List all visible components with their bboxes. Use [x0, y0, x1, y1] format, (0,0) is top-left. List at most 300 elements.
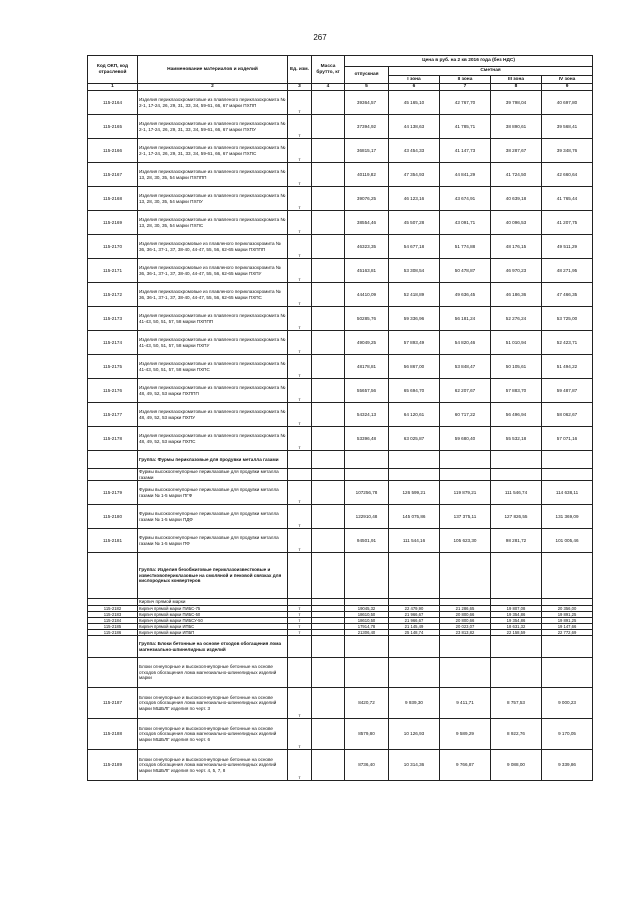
col-num-2: 2 [138, 84, 288, 91]
row-zone3-price: 51 010,94 [491, 331, 542, 355]
row-unit: т [288, 618, 312, 624]
subgroup-title: Кирпич прямой марки [138, 599, 288, 606]
row-code: 115-2170 [88, 235, 138, 259]
row-zone1-price: 64 120,61 [389, 403, 440, 427]
empty-cell [288, 599, 312, 606]
row-release-price: 122910,48 [345, 505, 389, 529]
row-zone4-price: 39 348,76 [542, 139, 593, 163]
row-release-price: 48178,81 [345, 355, 389, 379]
row-name: Блоки огнеупорные и высокоогнеупорные бетонные на основе отходов обогащения лома магнезиально-шпинелидных изделий марки МШБЛГ изделия по черт. 3 [138, 688, 288, 719]
row-zone4-price: 9 339,86 [542, 750, 593, 781]
table-row [88, 115, 593, 139]
row-zone1-price: 22 479,90 [389, 606, 440, 612]
empty-cell [312, 636, 345, 658]
row-mass [312, 91, 345, 115]
subgroup-title: Блоки огнеупорные и высокоогнеупорные бетонные на основе отходов обогащения лома магнезиально-шпинелидных изделий марки [138, 658, 288, 688]
row-code: 115-2167 [88, 163, 138, 187]
row-code: 115-2186 [88, 630, 138, 636]
row-unit: т [288, 379, 312, 403]
table-row [88, 139, 593, 163]
empty-cell [312, 658, 345, 688]
row-zone3-price: 52 276,24 [491, 307, 542, 331]
row-code: 115-2171 [88, 259, 138, 283]
row-code: 115-2174 [88, 331, 138, 355]
row-zone4-price: 42 660,64 [542, 163, 593, 187]
row-name: Изделия периклазохромитовые из плавленого периклазохромита № 48, 49, 52, 53 марки ПХПС [138, 427, 288, 451]
row-mass [312, 283, 345, 307]
row-zone2-price: 43 674,91 [440, 187, 491, 211]
row-mass [312, 379, 345, 403]
row-unit: т [288, 115, 312, 139]
price-table [87, 55, 593, 781]
row-zone1-price: 54 677,18 [389, 235, 440, 259]
row-name: Изделия периклазохромитовые из плавленого периклазохромита № 41-43, 50, 51, 57, 58 марки ПХППП [138, 307, 288, 331]
row-code: 115-2177 [88, 403, 138, 427]
row-name: Кирпич прямой марки ПИБС-50 [138, 612, 288, 618]
row-unit: т [288, 688, 312, 719]
row-zone4-price: 9 000,23 [542, 688, 593, 719]
subgroup-code-cell [88, 658, 138, 688]
empty-cell [542, 599, 593, 606]
empty-cell [440, 599, 491, 606]
table-row [88, 211, 593, 235]
row-zone1-price: 63 025,87 [389, 427, 440, 451]
row-zone1-price: 57 893,49 [389, 331, 440, 355]
group-code-cell [88, 553, 138, 599]
row-unit: т [288, 259, 312, 283]
col-num-3: 3 [288, 84, 312, 91]
row-name: Изделия периклазохромитовые из плавленого периклазохромита № 41-43, 50, 51, 57, 58 марки ПХПУ [138, 331, 288, 355]
row-zone1-price: 59 336,96 [389, 307, 440, 331]
table-row [88, 403, 593, 427]
row-zone2-price: 9 589,29 [440, 719, 491, 750]
table-row [88, 529, 593, 553]
table-row [88, 688, 593, 719]
row-zone2-price: 105 623,30 [440, 529, 491, 553]
row-code: 115-2184 [88, 618, 138, 624]
row-zone1-price: 21 966,67 [389, 612, 440, 618]
empty-cell [389, 469, 440, 481]
row-zone2-price: 20 800,66 [440, 612, 491, 618]
row-unit: т [288, 355, 312, 379]
row-code: 115-2185 [88, 624, 138, 630]
row-unit: т [288, 211, 312, 235]
table-row [88, 505, 593, 529]
row-unit: т [288, 750, 312, 781]
row-release-price: 37394,92 [345, 115, 389, 139]
group-code-cell [88, 451, 138, 469]
row-release-price: 18610,50 [345, 618, 389, 624]
row-zone3-price: 127 826,55 [491, 505, 542, 529]
row-zone3-price: 19 354,86 [491, 612, 542, 618]
row-mass [312, 259, 345, 283]
group-title: Группа: Изделия безобжиговые периклазоизвестковые и известковопериклазовые на смоляной и пековой связках для кислородных конвертеров [138, 553, 288, 599]
col-num-7: 7 [440, 84, 491, 91]
row-name: Изделия периклазохромитовые из плавленого периклазохромита № 13, 28, 30, 35, 54 марки ПХПС [138, 211, 288, 235]
header-zone1: I зона [389, 76, 440, 84]
empty-cell [345, 451, 389, 469]
empty-cell [389, 658, 440, 688]
empty-cell [288, 469, 312, 481]
row-code: 115-2189 [88, 750, 138, 781]
row-zone4-price: 22 772,69 [542, 630, 593, 636]
row-release-price: 39076,25 [345, 187, 389, 211]
row-code: 115-2178 [88, 427, 138, 451]
row-zone1-price: 46 123,16 [389, 187, 440, 211]
empty-cell [288, 553, 312, 599]
row-zone2-price: 20 800,66 [440, 618, 491, 624]
table-row [88, 163, 593, 187]
group-code-cell [88, 636, 138, 658]
empty-cell [345, 658, 389, 688]
row-mass [312, 163, 345, 187]
row-code: 115-2168 [88, 187, 138, 211]
row-unit: т [288, 529, 312, 553]
row-unit: т [288, 283, 312, 307]
row-zone2-price: 20 023,07 [440, 624, 491, 630]
table-row [88, 259, 593, 283]
row-name: Изделия периклазохромовые из плавленого периклазохромита № 36, 36-1, 37-1, 37, 38-40, 44-47, 55, 56, 62-65 марки ПХПС [138, 283, 288, 307]
row-mass [312, 355, 345, 379]
table-row [88, 235, 593, 259]
row-release-price: 21306,40 [345, 630, 389, 636]
row-release-price: 55657,56 [345, 379, 389, 403]
row-release-price: 17914,78 [345, 624, 389, 630]
row-release-price: 107256,78 [345, 481, 389, 505]
empty-cell [440, 553, 491, 599]
row-zone4-price: 51 494,22 [542, 355, 593, 379]
row-zone4-price: 19 891,25 [542, 612, 593, 618]
row-release-price: 44410,09 [345, 283, 389, 307]
row-code: 115-2181 [88, 529, 138, 553]
row-name: Кирпич прямой марки ПИБСУ-50 [138, 618, 288, 624]
row-zone4-price: 19 147,66 [542, 624, 593, 630]
row-zone1-price: 10 314,36 [389, 750, 440, 781]
row-zone1-price: 10 126,93 [389, 719, 440, 750]
row-unit: т [288, 187, 312, 211]
table-row [88, 283, 593, 307]
row-code: 115-2173 [88, 307, 138, 331]
header-zone3: III зона [491, 76, 542, 84]
row-zone3-price: 18 631,32 [491, 624, 542, 630]
empty-cell [389, 636, 440, 658]
row-zone3-price: 40 096,53 [491, 211, 542, 235]
empty-cell [389, 451, 440, 469]
row-mass [312, 211, 345, 235]
row-zone3-price: 22 158,59 [491, 630, 542, 636]
empty-cell [288, 658, 312, 688]
empty-cell [389, 553, 440, 599]
table-row [88, 719, 593, 750]
header-estimate: Сметная [389, 67, 593, 76]
row-zone2-price: 54 820,46 [440, 331, 491, 355]
col-num-1: 1 [88, 84, 138, 91]
row-mass [312, 331, 345, 355]
row-zone1-price: 53 308,54 [389, 259, 440, 283]
subgroup-row [88, 658, 593, 688]
row-zone4-price: 19 891,25 [542, 618, 593, 624]
row-zone2-price: 119 879,21 [440, 481, 491, 505]
row-zone3-price: 39 798,04 [491, 91, 542, 115]
empty-cell [542, 469, 593, 481]
empty-cell [491, 599, 542, 606]
empty-cell [345, 469, 389, 481]
row-zone3-price: 46 970,23 [491, 259, 542, 283]
row-mass [312, 688, 345, 719]
empty-cell [312, 553, 345, 599]
row-zone1-price: 145 075,86 [389, 505, 440, 529]
row-zone2-price: 44 841,29 [440, 163, 491, 187]
row-zone4-price: 58 062,67 [542, 403, 593, 427]
header-mass: Масса брутто, кг [312, 56, 345, 84]
row-code: 115-2183 [88, 612, 138, 618]
row-name: Изделия периклазохромитовые из плавленого периклазохромита № 2-1, 17-24, 26, 29, 31, 33, 34, 59-61, 66, 67 марки ПХПП [138, 91, 288, 115]
row-code: 115-2188 [88, 719, 138, 750]
row-zone1-price: 45 165,10 [389, 91, 440, 115]
row-zone2-price: 59 680,40 [440, 427, 491, 451]
group-title: Группа: Блоки бетонные на основе отходов обогащения лома магнезиально-шпинелидных изделий [138, 636, 288, 658]
row-zone1-price: 65 694,70 [389, 379, 440, 403]
row-zone1-price: 21 145,49 [389, 624, 440, 630]
subgroup-code-cell [88, 599, 138, 606]
row-name: Блоки огнеупорные и высокоогнеупорные бетонные на основе отходов обогащения лома магнезиально-шпинелидных изделий марки МШБЛГ изделия по черт. 6 [138, 719, 288, 750]
row-zone3-price: 8 922,76 [491, 719, 542, 750]
row-release-price: 46323,35 [345, 235, 389, 259]
row-release-price: 39364,57 [345, 91, 389, 115]
row-unit: т [288, 624, 312, 630]
subgroup-row [88, 469, 593, 481]
row-zone4-price: 131 369,09 [542, 505, 593, 529]
row-zone3-price: 56 496,94 [491, 403, 542, 427]
row-release-price: 53396,48 [345, 427, 389, 451]
row-zone2-price: 51 774,88 [440, 235, 491, 259]
row-zone2-price: 41 147,73 [440, 139, 491, 163]
row-unit: т [288, 606, 312, 612]
row-mass [312, 235, 345, 259]
row-zone2-price: 43 091,71 [440, 211, 491, 235]
row-code: 115-2179 [88, 481, 138, 505]
row-zone3-price: 48 176,15 [491, 235, 542, 259]
row-zone1-price: 47 354,93 [389, 163, 440, 187]
table-row [88, 355, 593, 379]
group-row [88, 553, 593, 599]
row-zone3-price: 38 287,67 [491, 139, 542, 163]
table-row [88, 481, 593, 505]
row-unit: т [288, 139, 312, 163]
row-name: Кирпич прямой марки ПИБС-75 [138, 606, 288, 612]
row-mass [312, 403, 345, 427]
row-release-price: 8736,40 [345, 750, 389, 781]
empty-cell [345, 599, 389, 606]
col-num-6: 6 [389, 84, 440, 91]
row-zone2-price: 49 636,45 [440, 283, 491, 307]
row-release-price: 18610,50 [345, 612, 389, 618]
subgroup-code-cell [88, 469, 138, 481]
row-zone1-price: 126 599,21 [389, 481, 440, 505]
empty-cell [542, 636, 593, 658]
row-unit: т [288, 163, 312, 187]
row-zone3-price: 38 890,61 [491, 115, 542, 139]
row-zone2-price: 41 785,71 [440, 115, 491, 139]
row-code: 115-2164 [88, 91, 138, 115]
col-num-5: 5 [345, 84, 389, 91]
row-unit: т [288, 427, 312, 451]
table-row [88, 91, 593, 115]
row-mass [312, 750, 345, 781]
row-zone4-price: 47 466,35 [542, 283, 593, 307]
row-zone2-price: 21 286,65 [440, 606, 491, 612]
empty-cell [312, 451, 345, 469]
row-zone2-price: 53 848,47 [440, 355, 491, 379]
row-name: Изделия периклазохромовые из плавленого периклазохромита № 36, 36-1, 37-1, 37, 38-40, 44-47, 55, 56, 62-65 марки ПХППП [138, 235, 288, 259]
empty-cell [542, 658, 593, 688]
row-release-price: 19045,32 [345, 606, 389, 612]
row-release-price: 50285,76 [345, 307, 389, 331]
row-release-price: 8579,80 [345, 719, 389, 750]
empty-cell [491, 469, 542, 481]
row-mass [312, 529, 345, 553]
row-mass [312, 481, 345, 505]
header-unit: Ед. изм. [288, 56, 312, 84]
row-zone1-price: 52 418,89 [389, 283, 440, 307]
row-zone1-price: 45 507,28 [389, 211, 440, 235]
empty-cell [542, 553, 593, 599]
row-unit: т [288, 630, 312, 636]
row-name: Изделия периклазохромитовые из плавленого периклазохромита № 2-1, 17-24, 26, 29, 31, 33, 34, 59-61, 66, 67 марки ПХПС [138, 139, 288, 163]
row-zone3-price: 8 757,53 [491, 688, 542, 719]
table-row [88, 750, 593, 781]
row-mass [312, 187, 345, 211]
row-zone3-price: 111 546,74 [491, 481, 542, 505]
row-zone1-price: 56 867,00 [389, 355, 440, 379]
row-zone2-price: 9 766,87 [440, 750, 491, 781]
row-name: Изделия периклазохромитовые из плавленого периклазохромита № 13, 28, 30, 35, 54 марки ПХППП [138, 163, 288, 187]
header-zone2: II зона [440, 76, 491, 84]
row-zone4-price: 9 170,05 [542, 719, 593, 750]
header-price-title: Цена в руб. на 2 кв 2016 года (без НДС) [345, 56, 593, 67]
empty-cell [345, 636, 389, 658]
row-release-price: 54324,13 [345, 403, 389, 427]
row-zone2-price: 60 717,22 [440, 403, 491, 427]
row-release-price: 36815,17 [345, 139, 389, 163]
row-zone3-price: 50 105,61 [491, 355, 542, 379]
row-unit: т [288, 403, 312, 427]
row-zone2-price: 23 813,82 [440, 630, 491, 636]
group-row [88, 636, 593, 658]
row-zone2-price: 62 207,67 [440, 379, 491, 403]
row-zone4-price: 101 005,46 [542, 529, 593, 553]
row-zone4-price: 59 487,87 [542, 379, 593, 403]
header-zone4: IV зона [542, 76, 593, 84]
row-zone1-price: 9 939,30 [389, 688, 440, 719]
row-zone3-price: 57 883,70 [491, 379, 542, 403]
row-mass [312, 719, 345, 750]
row-mass [312, 307, 345, 331]
row-name: Изделия периклазохромитовые из плавленого периклазохромита № 2-1, 17-24, 26, 29, 31, 33, 34, 59-61, 66, 67 марки ПХПУ [138, 115, 288, 139]
row-name: Кирпич прямой марки ИПБП [138, 630, 288, 636]
row-zone4-price: 49 511,29 [542, 235, 593, 259]
row-zone4-price: 41 207,75 [542, 211, 593, 235]
empty-cell [491, 636, 542, 658]
header-code: Код ОКП, код отраслевой [88, 56, 138, 84]
row-release-price: 49049,25 [345, 331, 389, 355]
header-name: Наименование материалов и изделий [138, 56, 288, 84]
row-mass [312, 139, 345, 163]
row-zone3-price: 9 088,00 [491, 750, 542, 781]
row-name: Изделия периклазохромитовые из плавленого периклазохромита № 13, 28, 30, 35, 54 марки ПХПУ [138, 187, 288, 211]
row-name: Изделия периклазохромитовые из плавленого периклазохромита № 48, 49, 52, 53 марки ПХППП [138, 379, 288, 403]
row-name: Фурмы высокоогнеупорные периклазовые для продувки металла газами № 1-5 марки ПГФ [138, 481, 288, 505]
row-name: Фурмы высокоогнеупорные периклазовые для продувки металла газами № 1-5 марки ПДФ [138, 505, 288, 529]
row-code: 115-2187 [88, 688, 138, 719]
row-release-price: 40119,82 [345, 163, 389, 187]
row-name: Фурмы высокоогнеупорные периклазовые для продувки металла газами № 1-5 марки ПФ [138, 529, 288, 553]
row-zone4-price: 53 725,00 [542, 307, 593, 331]
empty-cell [440, 636, 491, 658]
row-release-price: 45163,81 [345, 259, 389, 283]
row-code: 115-2166 [88, 139, 138, 163]
empty-cell [312, 599, 345, 606]
row-zone3-price: 40 639,18 [491, 187, 542, 211]
row-zone3-price: 41 724,50 [491, 163, 542, 187]
empty-cell [389, 599, 440, 606]
row-zone1-price: 43 454,33 [389, 139, 440, 163]
subgroup-row [88, 599, 593, 606]
row-unit: т [288, 331, 312, 355]
empty-cell [288, 636, 312, 658]
table-row [88, 187, 593, 211]
row-name: Изделия периклазохромитовые из плавленого периклазохромита № 41-43, 50, 51, 57, 58 марки ПХПС [138, 355, 288, 379]
row-name: Кирпич прямой марки ИПБС [138, 624, 288, 630]
col-num-9: 9 [542, 84, 593, 91]
row-unit: т [288, 307, 312, 331]
row-mass [312, 427, 345, 451]
row-mass [312, 505, 345, 529]
table-row [88, 331, 593, 355]
group-title: Группа: Фурмы периклазовые для продувки металла газами [138, 451, 288, 469]
col-num-4: 4 [312, 84, 345, 91]
row-zone1-price: 44 138,63 [389, 115, 440, 139]
row-zone2-price: 9 411,71 [440, 688, 491, 719]
row-unit: т [288, 91, 312, 115]
row-unit: т [288, 612, 312, 618]
row-code: 115-2176 [88, 379, 138, 403]
row-zone4-price: 57 071,16 [542, 427, 593, 451]
row-zone3-price: 19 354,86 [491, 618, 542, 624]
row-zone4-price: 48 271,95 [542, 259, 593, 283]
row-release-price: 94501,91 [345, 529, 389, 553]
group-row [88, 451, 593, 469]
subgroup-title: Фурмы высокоогнеупорные периклазовые для продувки металла газами [138, 469, 288, 481]
row-code: 115-2182 [88, 606, 138, 612]
empty-cell [440, 451, 491, 469]
row-zone4-price: 114 638,11 [542, 481, 593, 505]
empty-cell [491, 451, 542, 469]
row-zone4-price: 20 356,00 [542, 606, 593, 612]
col-num-8: 8 [491, 84, 542, 91]
row-mass [312, 115, 345, 139]
table-row [88, 427, 593, 451]
row-code: 115-2180 [88, 505, 138, 529]
row-code: 115-2172 [88, 283, 138, 307]
row-unit: т [288, 481, 312, 505]
empty-cell [440, 469, 491, 481]
row-zone4-price: 52 423,71 [542, 331, 593, 355]
row-unit: т [288, 235, 312, 259]
empty-cell [542, 451, 593, 469]
row-zone3-price: 46 186,36 [491, 283, 542, 307]
row-code: 115-2169 [88, 211, 138, 235]
